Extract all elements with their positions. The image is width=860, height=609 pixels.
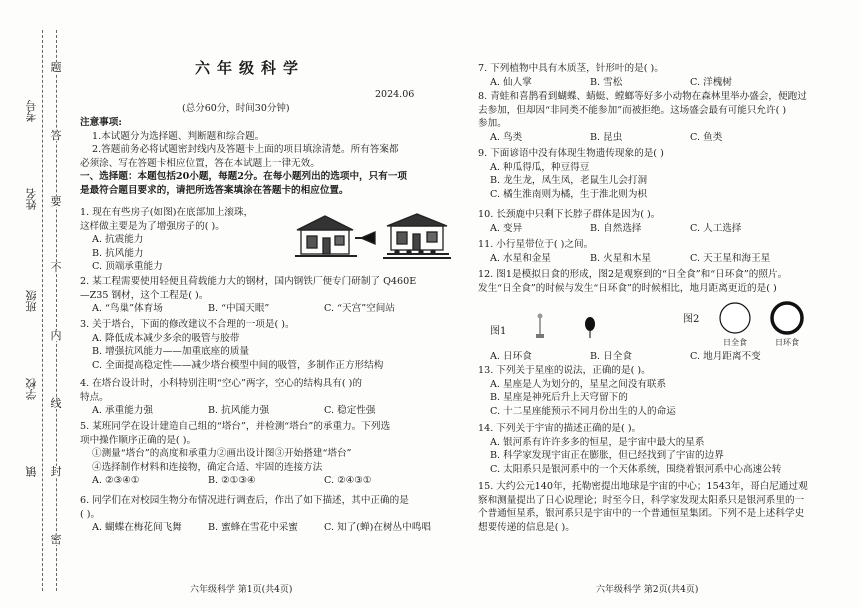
question-text: 4. 在塔台设计时，小科特别注明“空心”两字，空心的结构具有( )的 [80,378,362,389]
option[interactable]: B. 星座是神死后升上天穹留下的 [490,392,628,403]
question-text: 12. 图1是模拟日食的形成，图2是观察到的“日全食”和“日环食”的照片。 [478,269,788,280]
seal-char: 要 [50,195,62,208]
question-text: 9. 下面谚语中没有体现生物遗传现象的是( ) [478,148,664,159]
option[interactable]: A. 鸟类 [490,131,523,143]
option[interactable]: A. 降低成本减少多余的吸管与胶带 [92,332,240,344]
option[interactable]: A. 仙人掌 [490,76,532,88]
note-line: 必须涂、写在答题卡相应位置，答在本试题上一律无效。 [80,157,320,169]
option[interactable]: B. 昆虫 [590,131,623,143]
note-line: 1.本试题分为选择题、判断题和综合题。 [92,130,265,142]
option[interactable]: B. 自然选择 [590,222,642,234]
question-text: 想要传递的信息是( )。 [478,521,575,533]
question-text: 去参加，但却因“非同类不能参加”而被拒绝。这场盛会最有可能只允许( ) [478,104,787,116]
question-text: 11. 小行星带位于( )之间。 [478,239,594,250]
option[interactable]: A. 日环食 [490,351,532,362]
step-list: ④选择制作材料和连接物，确定合适、牢固的连接方法 [92,461,323,473]
option-row [80,404,460,418]
question-15 [478,480,848,534]
option[interactable]: B. “中国天眼” [208,303,270,314]
question-text: 5. 某班同学在设计建造自己组的“塔台”，并检测“塔台”的承重力。下列选 [80,421,391,432]
seal-char: 题 [50,61,62,74]
score-time-info: (总分60分，时间30分钟) [182,103,290,114]
option[interactable]: C. 知了(蝉)在树丛中鸣唱 [324,522,431,533]
houses-illustration [293,212,453,262]
school-label: 学校 [25,378,38,400]
question-text: 8. 青蛙和喜鹊看到蝴蝶、蜻蜓、螳螂等好多小动物在森林里举办盛会，便跑过 [478,91,807,102]
question-5 [80,420,460,488]
question-text: 察和测量提出了日心说理论；时至今日，科学家发现太阳系只是银河系里的一 [478,494,805,506]
exam-date: 2024.06 [375,89,415,100]
option-row [478,252,848,266]
option[interactable]: B. 科学家发现宇宙正在膨胀，但已经找到了宇宙的边界 [490,450,724,461]
option[interactable]: B. 雪松 [590,76,623,88]
step-list: ①测量“塔台”的高度和承重力②画出设计图③开始搭建“塔台” [92,448,352,459]
section-heading: 一、选择题：本题包括20小题，每题2分。在每小题列出的选项中，只有一项 [80,171,408,182]
question-text: 2. 某工程需要使用轻便且荷载能力大的钢材，国内钢铁厂便专门研制了 Q460E [80,276,417,287]
section-heading: 是最符合题目要求的，请把所选答案填涂在答题卡的相应位置。 [80,184,349,196]
option[interactable]: C. “天宫”空间站 [324,303,395,314]
option[interactable]: C. ②④③① [324,475,372,486]
question-12 [478,268,848,295]
question-text: 3. 关于塔台，下面的修改建议不合理的一项是( )。 [80,319,295,330]
notes-section [80,116,460,197]
question-text: ( )。 [80,508,101,520]
option[interactable]: C. 地月距离不变 [690,351,761,362]
question-text: 这样做主要是为了增强房子的( )。 [80,220,225,232]
page-title: 六年级科学 [195,59,306,77]
option[interactable]: A. 蝴蝶在梅花间飞舞 [92,522,182,533]
option[interactable]: B. 增强抗风能力——加重底座的质量 [92,346,250,357]
seal-char: 封 [50,465,62,478]
option[interactable]: C. 橘生淮南则为橘，生于淮北则为枳 [490,188,648,200]
option[interactable]: B. 抗风能力 [92,247,144,259]
option[interactable]: A. 变异 [490,222,523,234]
question-text: 特点。 [80,391,109,403]
option[interactable]: B. 龙生龙，凤生凤，老鼠生儿会打洞 [490,175,648,186]
option[interactable]: C. 鱼类 [690,131,723,143]
option[interactable]: C. 十二星座能预示不同月份出生的人的命运 [490,405,676,417]
left-column [80,0,460,609]
question-text: 项中操作顺序正确的是( )。 [80,434,197,446]
option[interactable]: B. 抗风能力强 [208,405,270,416]
figure-2-eclipse-photos [683,300,833,350]
question-text: 发生“日全食”的时候与发生“日环食”的时候相比，地月距离更近的是( ) [478,282,777,294]
option[interactable]: A. 水星和金星 [490,252,551,264]
question-text: 15. 大约公元140年，托勒密提出地球是宇宙的中心；1543年，哥白尼通过观 [478,481,808,492]
option[interactable]: B. 蜜蜂在雪花中采蜜 [208,522,298,533]
seal-line-outer [42,30,43,591]
right-column [478,0,848,609]
question-13 [478,364,848,418]
option[interactable]: A. 抗震能力 [92,234,144,245]
notes-title: 注意事项: [80,117,122,128]
seal-char: 线 [50,397,62,410]
seal-char: 不 [50,261,62,274]
question-6 [80,494,460,535]
option[interactable]: B. 火星和木星 [590,252,652,264]
question-text: 13. 下列关于星座的说法，正确的是( )。 [478,365,651,376]
option-row [80,302,460,316]
option[interactable]: C. 洋槐树 [690,76,732,88]
question-text: 参加。 [478,118,507,129]
question-text: —Z35 钢材，这个工程是( )。 [80,289,209,301]
option-row [80,474,460,488]
option-row [80,521,460,535]
question-3 [80,318,460,372]
question-12-options [478,350,848,364]
total-eclipse-caption: 日全食 [723,338,747,347]
question-text: 7. 下列植物中具有木质茎，针形叶的是( )。 [478,63,664,74]
option[interactable]: B. ②①③④ [208,475,256,486]
option[interactable]: C. 天王星和海王星 [690,252,771,264]
annular-eclipse-caption: 日环食 [775,338,799,347]
page-footer: 六年级科学 第1页(共4页) [190,585,293,595]
question-text: 10. 长颈鹿中只剩下长脖子群体是因为( )。 [478,209,661,220]
option[interactable]: A. 星座是人为划分的，星星之间没有联系 [490,378,667,390]
option[interactable]: C. 顶端承重能力 [92,261,163,272]
option-row [478,76,848,90]
seal-char: 内 [50,329,62,342]
question-text: 14. 下列关于宇宙的描述正确的是( )。 [478,423,642,434]
option[interactable]: C. 稳定性强 [324,405,376,416]
note-line: 2.答题前务必将试题密封线内及答题卡上面的项目填涂清楚。所有答案都 [92,144,399,155]
option[interactable]: A. “鸟巢”体育场 [92,303,163,314]
question-11 [478,238,848,265]
option-row [478,222,848,236]
town-label: 镇 [25,466,38,477]
question-2 [80,275,460,316]
question-9 [478,147,848,201]
exam-number-label: 考号 [25,100,38,122]
option[interactable]: A. 种瓜得瓜，种豆得豆 [490,161,590,173]
option[interactable]: A. 承重能力强 [92,405,153,416]
question-4 [80,377,460,418]
question-10 [478,208,848,235]
question-text: 1. 现在有些房子(如图)在底部加上滚珠， [80,207,254,218]
option[interactable]: C. 太阳系只是银河系中的一个天体系统，围绕着银河系中心高速公转 [490,463,782,475]
question-8 [478,90,848,144]
question-text: 6. 同学们在对校园生物分布情况进行调查后，作出了如下描述，其中正确的是 [80,495,409,506]
option[interactable]: B. 日全食 [590,351,632,362]
option[interactable]: C. 人工选择 [690,222,742,234]
seal-char: 答 [50,129,62,142]
seal-line-inner [56,30,57,591]
question-14 [478,422,848,476]
option-row [478,131,848,145]
option[interactable]: A. 银河系有许许多多的恒星，是宇宙中最大的星系 [490,436,705,448]
seal-char: 密 [50,533,62,546]
binding-margin [0,0,62,609]
class-label: 班级 [25,290,38,312]
option[interactable]: C. 全面提高稳定性——减少塔台模型中间的吸管，多制作正方形结构 [92,359,384,371]
page-footer: 六年级科学 第2页(共4页) [596,585,699,595]
question-text: 个普通恒星系，银河系只是宇宙中的一个普通恒星集团。下列不是上述科学史 [478,508,805,519]
option-row [478,350,848,364]
figure-1-eclipse-model [490,310,655,340]
option[interactable]: A. ②③④① [92,475,140,486]
figure-2-label: 图2 [683,314,700,325]
question-7 [478,62,848,89]
figure-1-label: 图1 [490,326,507,337]
name-label: 姓名 [25,188,38,210]
